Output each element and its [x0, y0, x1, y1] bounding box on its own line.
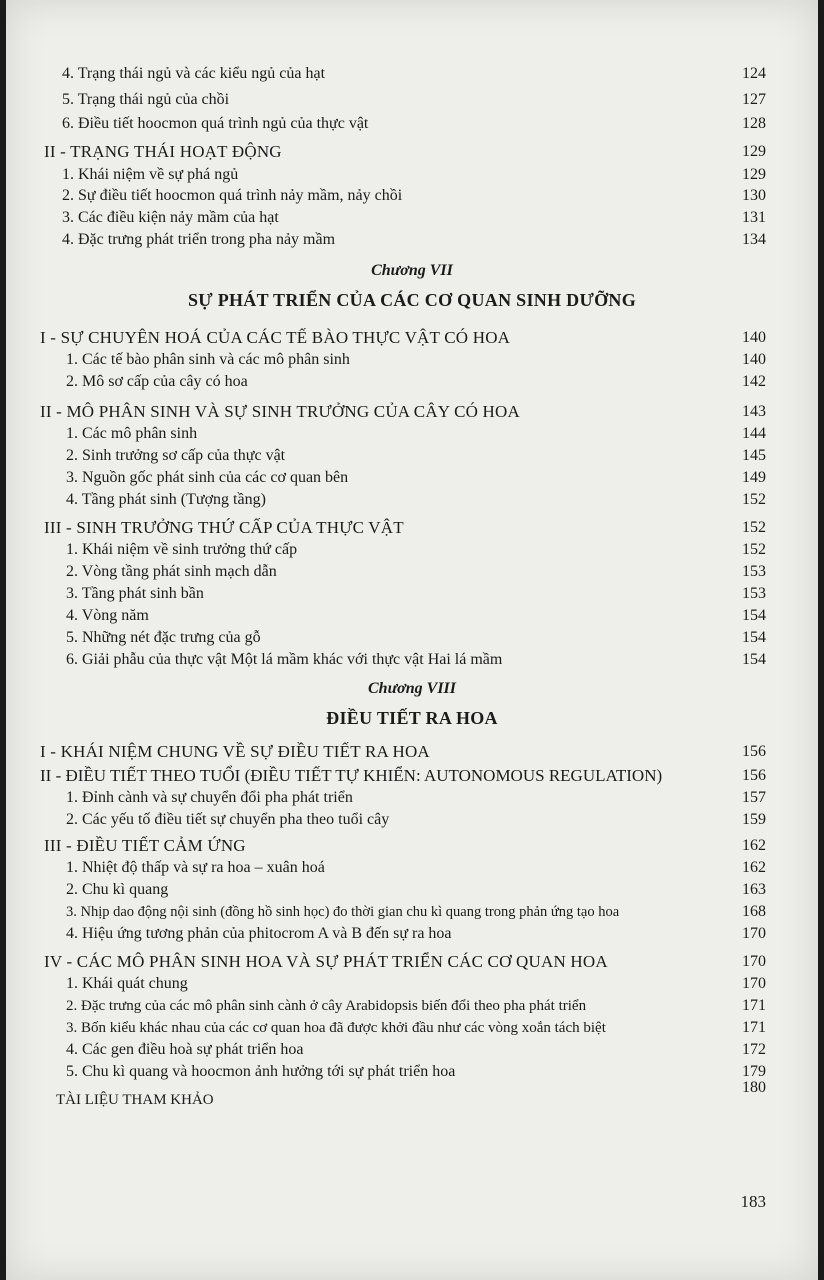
- toc-section-heading: I - KHÁI NIỆM CHUNG VỀ SỰ ĐIỀU TIẾT RA HOA 156: [40, 742, 766, 761]
- toc-entry: 2. Sinh trưởng sơ cấp của thực vật 145: [66, 447, 766, 464]
- toc-entry: 4. Vòng năm 154: [66, 607, 766, 624]
- toc-entry: 3. Tầng phát sinh bần 153: [66, 585, 766, 602]
- toc-section-heading: II - MÔ PHÂN SINH VÀ SỰ SINH TRƯỞNG CỦA CÂY CÓ HOA 143: [40, 402, 766, 421]
- toc-entry: 4. Các gen điều hoà sự phát triển hoa 172: [66, 1041, 766, 1058]
- toc-entry: 3. Nhịp dao động nội sinh (đồng hồ sinh học) đo thời gian chu kì quang trong phản ứng tạo hoa 168: [66, 903, 766, 920]
- toc-entry: 5. Chu kì quang và hoocmon ảnh hưởng tới sự phát triển hoa 179: [66, 1063, 766, 1080]
- toc-entry: 5. Những nét đặc trưng của gỗ 154: [66, 629, 766, 646]
- toc-entry: 4. Trạng thái ngủ và các kiểu ngủ của hạt 124: [62, 65, 766, 82]
- toc-section-heading: I - SỰ CHUYÊN HOÁ CỦA CÁC TẾ BÀO THỰC VẬT CÓ HOA 140: [40, 328, 766, 347]
- toc-section-heading: IV - CÁC MÔ PHÂN SINH HOA VÀ SỰ PHÁT TRIỂN CÁC CƠ QUAN HOA 170: [44, 952, 766, 971]
- toc-entry: 1. Các tế bào phân sinh và các mô phân sinh 140: [66, 351, 766, 368]
- toc-section-heading: III - ĐIỀU TIẾT CẢM ỨNG 162: [44, 836, 766, 855]
- chapter-title: SỰ PHÁT TRIỂN CỦA CÁC CƠ QUAN SINH DƯỠNG: [187, 290, 637, 310]
- toc-references: TÀI LIỆU THAM KHẢO 180: [56, 1079, 766, 1108]
- toc-entry: 1. Nhiệt độ thấp và sự ra hoa – xuân hoá 162: [66, 859, 766, 876]
- toc-entry: 4. Đặc trưng phát triển trong pha nảy mầm 134: [62, 231, 766, 248]
- toc-entry: 2. Các yếu tố điều tiết sự chuyển pha theo tuổi cây 159: [66, 811, 766, 828]
- toc-entry: 2. Mô sơ cấp của cây có hoa 142: [66, 373, 766, 390]
- toc-entry: 3. Nguồn gốc phát sinh của các cơ quan bên 149: [66, 469, 766, 486]
- toc-entry: 5. Trạng thái ngủ của chồi 127: [62, 91, 766, 108]
- toc-section-heading: II - TRẠNG THÁI HOẠT ĐỘNG 129: [44, 142, 766, 161]
- toc-entry: 2. Đặc trưng của các mô phân sinh cành ở cây Arabidopsis biến đổi theo pha phát triển 171: [66, 997, 766, 1014]
- toc-entry: 1. Khái niệm về sinh trưởng thứ cấp 152: [66, 541, 766, 558]
- book-page: [6, 0, 818, 1280]
- toc-section-heading: II - ĐIỀU TIẾT THEO TUỔI (ĐIỀU TIẾT TỰ KHIỂN: AUTONOMOUS REGULATION) 156: [40, 766, 766, 785]
- toc-entry: 1. Khái niệm về sự phá ngủ 129: [62, 166, 766, 183]
- toc-entry: 6. Giải phẫu của thực vật Một lá mầm khác với thực vật Hai lá mầm 154: [66, 651, 766, 668]
- toc-entry: 4. Tầng phát sinh (Tượng tầng) 152: [66, 491, 766, 508]
- toc-entry: 3. Các điều kiện nảy mầm của hạt 131: [62, 209, 766, 226]
- toc-entry: 3. Bốn kiểu khác nhau của các cơ quan hoa đã được khởi đầu như các vòng xoắn tách biệt 171: [66, 1019, 766, 1036]
- toc-entry: 2. Vòng tầng phát sinh mạch dẫn 153: [66, 563, 766, 580]
- page-number: 183: [740, 1192, 766, 1211]
- toc-entry: 4. Hiệu ứng tương phản của phitocrom A và B đến sự ra hoa 170: [66, 925, 766, 942]
- toc-entry: 1. Các mô phân sinh 144: [66, 425, 766, 442]
- chapter-label: Chương VIII: [368, 680, 456, 697]
- toc-entry: 2. Sự điều tiết hoocmon quá trình nảy mầm, nảy chồi 130: [62, 187, 766, 204]
- toc-section-heading: III - SINH TRƯỞNG THỨ CẤP CỦA THỰC VẬT 152: [44, 518, 766, 537]
- toc-entry: 1. Khái quát chung 170: [66, 975, 766, 992]
- chapter-label: Chương VII: [371, 262, 453, 279]
- toc-entry: 1. Đỉnh cành và sự chuyển đổi pha phát triển 157: [66, 789, 766, 806]
- toc-entry: 6. Điều tiết hoocmon quá trình ngủ của thực vật 128: [62, 115, 766, 132]
- toc-entry: 2. Chu kì quang 163: [66, 881, 766, 898]
- chapter-title: ĐIỀU TIẾT RA HOA: [326, 708, 498, 728]
